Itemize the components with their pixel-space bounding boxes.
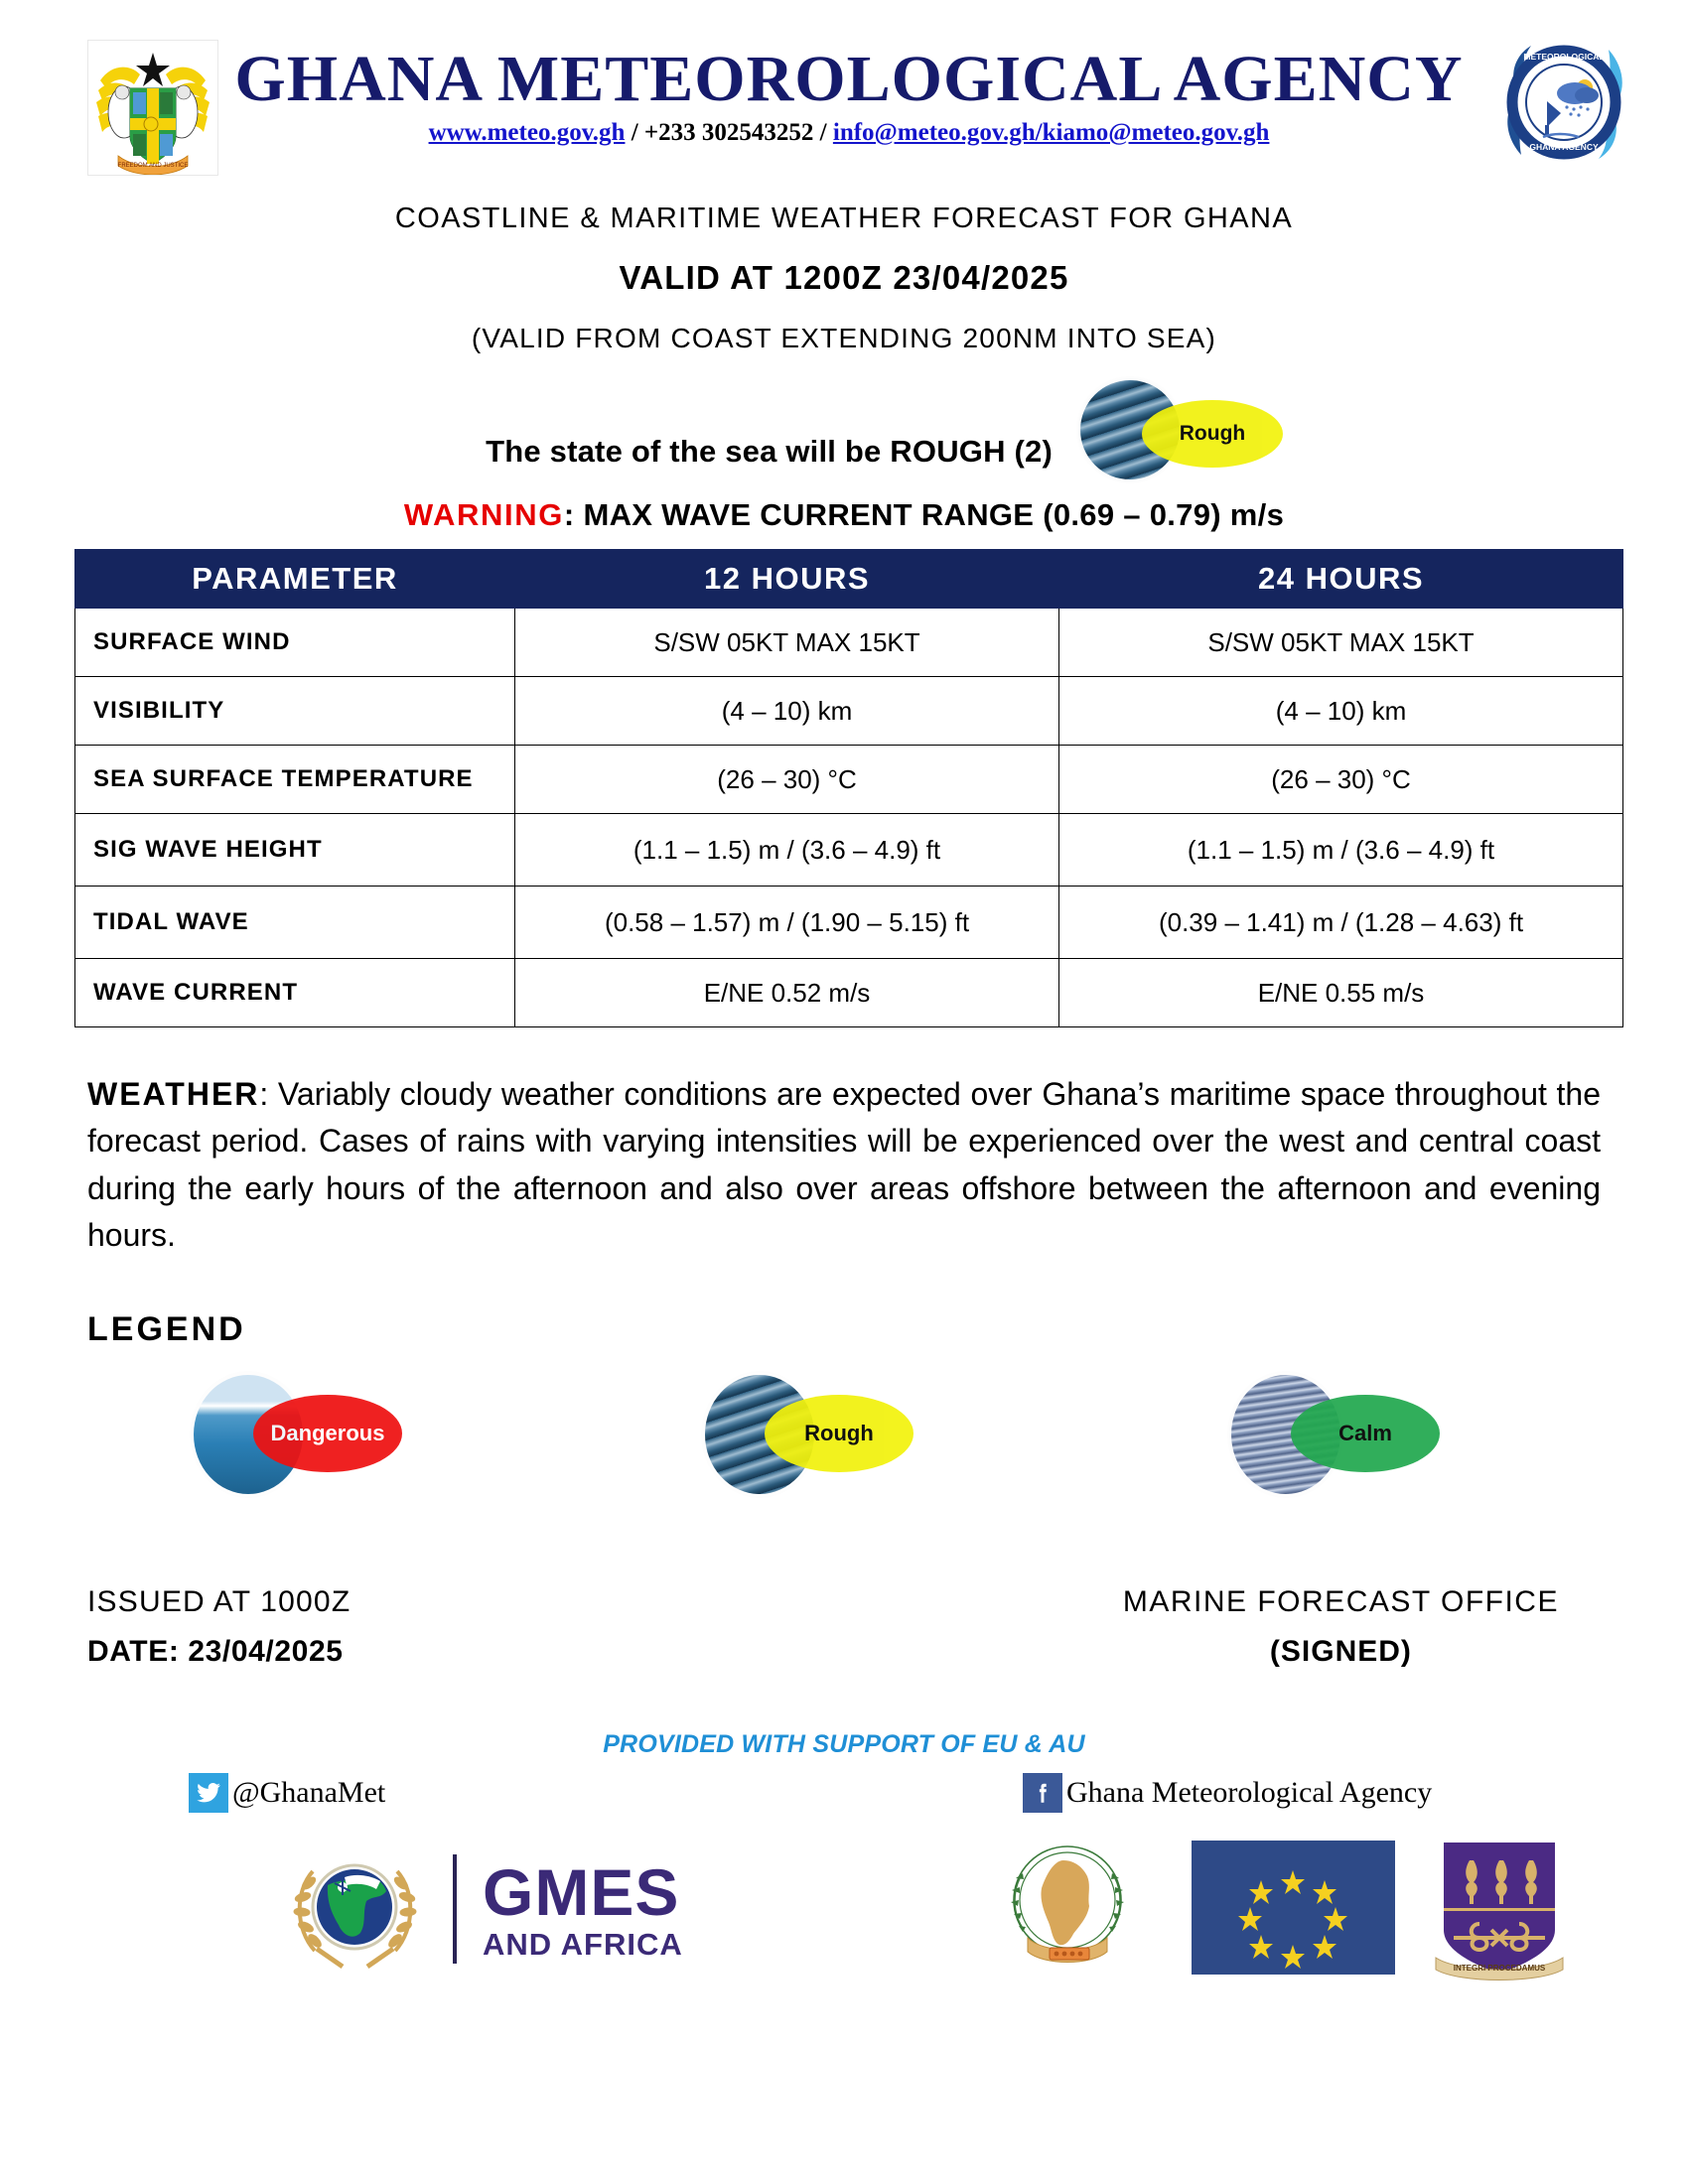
legend-row bbox=[0, 1367, 1688, 1546]
row-value-12h: S/SW 05KT MAX 15KT bbox=[515, 609, 1059, 677]
document-header bbox=[0, 0, 1688, 199]
weather-paragraph bbox=[87, 1071, 1601, 1259]
european-union-flag-icon bbox=[1192, 1841, 1395, 1975]
facebook-page-name: Ghana Meteorological Agency bbox=[1066, 1776, 1433, 1810]
row-parameter: TIDAL WAVE bbox=[75, 887, 515, 959]
contact-separator-1: / bbox=[625, 119, 644, 146]
table-header-12-hours: 12 HOURS bbox=[515, 550, 1059, 609]
table-row bbox=[75, 609, 1623, 677]
facebook-page-group[interactable] bbox=[1023, 1773, 1432, 1813]
warning-line bbox=[0, 497, 1688, 533]
table-row bbox=[75, 677, 1623, 746]
table-row bbox=[75, 887, 1623, 959]
sea-state-badge-label: Rough bbox=[1142, 400, 1283, 468]
row-value-24h: (0.39 – 1.41) m / (1.28 – 4.63) ft bbox=[1059, 887, 1623, 959]
weather-body: Variably cloudy weather conditions are expected over Ghana’s maritime space throughout the forecast period. Cases of rains with varying intensities will be experienced over the west and central coast during the early hours of the afternoon and also over areas offshore between the afternoon and evening hours. bbox=[87, 1076, 1601, 1254]
footer-info bbox=[0, 1585, 1688, 1705]
contact-separator-2: / bbox=[813, 119, 833, 146]
row-parameter: VISIBILITY bbox=[75, 677, 515, 746]
sea-state-section bbox=[0, 372, 1688, 491]
contact-line bbox=[228, 119, 1470, 147]
ghana-coat-of-arms-icon bbox=[87, 40, 218, 176]
svg-text:METEOROLOGICAL: METEOROLOGICAL bbox=[1523, 52, 1605, 62]
row-value-12h: (0.58 – 1.57) m / (1.90 – 5.15) ft bbox=[515, 887, 1059, 959]
warning-text: MAX WAVE CURRENT RANGE (0.69 – 0.79) m/s bbox=[583, 497, 1285, 532]
svg-text:GHANA AGENCY: GHANA AGENCY bbox=[1529, 142, 1599, 152]
table-header-row bbox=[75, 550, 1623, 609]
email-link[interactable]: info@meteo.gov.gh/kiamo@meteo.gov.gh bbox=[832, 119, 1270, 146]
forecast-table-body bbox=[75, 609, 1623, 1027]
row-value-12h: (4 – 10) km bbox=[515, 677, 1059, 746]
row-value-12h: E/NE 0.52 m/s bbox=[515, 959, 1059, 1027]
warning-label: WARNING bbox=[403, 497, 564, 532]
svg-text:INTEGRI PROCEDAMUS: INTEGRI PROCEDAMUS bbox=[1453, 1964, 1546, 1974]
forecast-table bbox=[74, 549, 1623, 1027]
table-row bbox=[75, 959, 1623, 1027]
svg-text:FREEDOM AND JUSTICE: FREEDOM AND JUSTICE bbox=[117, 163, 189, 169]
forecast-table-wrap bbox=[74, 549, 1614, 1027]
support-line: PROVIDED WITH SUPPORT OF EU & AU bbox=[603, 1730, 1085, 1759]
row-parameter: SURFACE WIND bbox=[75, 609, 515, 677]
gmes-wordmark bbox=[483, 1854, 683, 1962]
row-value-24h: (26 – 30) °C bbox=[1059, 746, 1623, 814]
legend-label-rough: Rough bbox=[765, 1395, 914, 1472]
twitter-handle-group[interactable] bbox=[189, 1773, 385, 1813]
partner-logo-strip bbox=[0, 1835, 1688, 2003]
weather-label: WEATHER bbox=[87, 1076, 260, 1112]
gmes-globe-icon bbox=[283, 1838, 427, 1981]
weather-separator: : bbox=[259, 1076, 278, 1112]
issued-at: ISSUED AT 1000Z bbox=[87, 1585, 352, 1619]
row-value-24h: E/NE 0.55 m/s bbox=[1059, 959, 1623, 1027]
social-row bbox=[0, 1773, 1688, 1829]
gmes-and-africa-logo bbox=[283, 1835, 779, 1983]
document-subtitle: COASTLINE & MARITIME WEATHER FORECAST FOR GHANA bbox=[394, 203, 1294, 234]
phone-number: +233 302543252 bbox=[643, 119, 814, 146]
row-value-12h: (1.1 – 1.5) m / (3.6 – 4.9) ft bbox=[515, 814, 1059, 887]
university-crest-icon bbox=[1430, 1835, 1569, 1983]
row-value-12h: (26 – 30) °C bbox=[515, 746, 1059, 814]
facebook-f-icon bbox=[1023, 1773, 1062, 1813]
row-value-24h: (1.1 – 1.5) m / (3.6 – 4.9) ft bbox=[1059, 814, 1623, 887]
office-block bbox=[1123, 1585, 1559, 1669]
table-row bbox=[75, 814, 1623, 887]
twitter-handle: @GhanaMet bbox=[232, 1776, 386, 1810]
issued-block bbox=[87, 1585, 351, 1669]
gmes-divider bbox=[453, 1854, 457, 1964]
issued-date: DATE: 23/04/2025 bbox=[87, 1635, 344, 1669]
sea-state-badge bbox=[1062, 372, 1291, 481]
agency-title: GHANA METEOROLOGICAL AGENCY bbox=[234, 43, 1464, 115]
gmet-agency-logo-icon bbox=[1499, 38, 1628, 167]
row-parameter: SIG WAVE HEIGHT bbox=[75, 814, 515, 887]
gmes-title: GMES bbox=[483, 1854, 680, 1929]
table-row bbox=[75, 746, 1623, 814]
table-header-24-hours: 24 HOURS bbox=[1059, 550, 1623, 609]
row-parameter: WAVE CURRENT bbox=[75, 959, 515, 1027]
legend-label-calm: Calm bbox=[1291, 1395, 1440, 1472]
marine-forecast-office: MARINE FORECAST OFFICE bbox=[1122, 1585, 1559, 1619]
sea-state-text: The state of the sea will be ROUGH (2) bbox=[486, 434, 1053, 469]
legend-item-rough bbox=[695, 1367, 953, 1516]
legend-label-dangerous: Dangerous bbox=[253, 1395, 402, 1472]
signed-label: (SIGNED) bbox=[1269, 1635, 1412, 1669]
table-header-parameter: PARAMETER bbox=[75, 550, 515, 609]
website-link[interactable]: www.meteo.gov.gh bbox=[428, 119, 626, 146]
legend-title: LEGEND bbox=[87, 1310, 246, 1349]
valid-at-line: VALID AT 1200Z 23/04/2025 bbox=[619, 259, 1069, 296]
row-value-24h: (4 – 10) km bbox=[1059, 677, 1623, 746]
african-union-logo-icon bbox=[978, 1835, 1157, 1979]
row-parameter: SEA SURFACE TEMPERATURE bbox=[75, 746, 515, 814]
validity-note: (VALID FROM COAST EXTENDING 200NM INTO SEA) bbox=[471, 323, 1217, 353]
gmes-subtitle: AND AFRICA bbox=[483, 1926, 683, 1962]
legend-item-dangerous bbox=[184, 1367, 442, 1516]
twitter-bird-icon bbox=[189, 1773, 228, 1813]
row-value-24h: S/SW 05KT MAX 15KT bbox=[1059, 609, 1623, 677]
legend-item-calm bbox=[1221, 1367, 1479, 1516]
warning-separator: : bbox=[563, 497, 584, 532]
